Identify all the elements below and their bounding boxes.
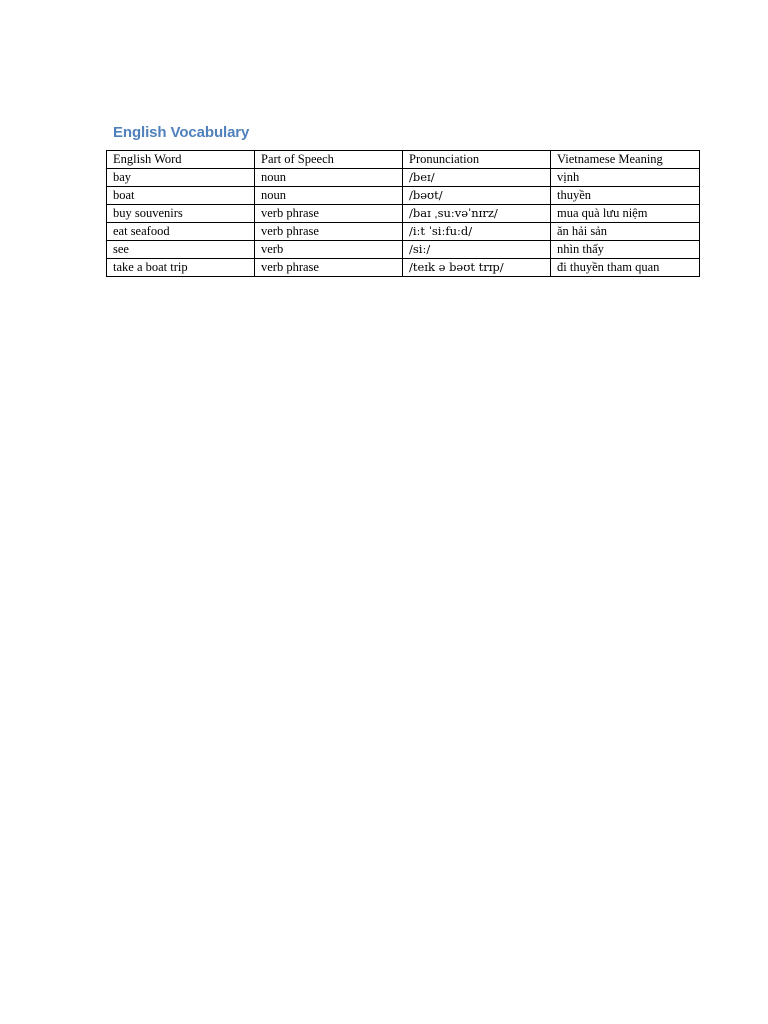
header-english-word: English Word: [107, 151, 255, 169]
cell-vietnamese-meaning: đi thuyền tham quan: [551, 259, 700, 277]
cell-english-word: bay: [107, 169, 255, 187]
cell-pronunciation: /siː/: [403, 241, 551, 259]
document-heading: English Vocabulary: [113, 124, 250, 141]
table-row: [107, 241, 700, 259]
table-row: [107, 169, 700, 187]
cell-english-word: buy souvenirs: [107, 205, 255, 223]
cell-pronunciation: /iːt ˈsiːfuːd/: [403, 223, 551, 241]
cell-pronunciation: /beɪ/: [403, 169, 551, 187]
header-vietnamese-meaning: Vietnamese Meaning: [551, 151, 700, 169]
cell-vietnamese-meaning: ăn hải sản: [551, 223, 700, 241]
table-row: [107, 187, 700, 205]
cell-vietnamese-meaning: nhìn thấy: [551, 241, 700, 259]
table-row: [107, 205, 700, 223]
cell-part-of-speech: noun: [255, 169, 403, 187]
cell-part-of-speech: noun: [255, 187, 403, 205]
cell-part-of-speech: verb phrase: [255, 259, 403, 277]
header-part-of-speech: Part of Speech: [255, 151, 403, 169]
cell-english-word: eat seafood: [107, 223, 255, 241]
cell-pronunciation: /teɪk ə bəʊt trɪp/: [403, 259, 551, 277]
cell-part-of-speech: verb: [255, 241, 403, 259]
cell-english-word: boat: [107, 187, 255, 205]
vocabulary-table: [106, 150, 700, 277]
table-header-row: [107, 151, 700, 169]
cell-part-of-speech: verb phrase: [255, 205, 403, 223]
cell-english-word: see: [107, 241, 255, 259]
cell-pronunciation: /bəʊt/: [403, 187, 551, 205]
header-pronunciation: Pronunciation: [403, 151, 551, 169]
table-row: [107, 259, 700, 277]
cell-vietnamese-meaning: thuyền: [551, 187, 700, 205]
cell-part-of-speech: verb phrase: [255, 223, 403, 241]
cell-pronunciation: /baɪ ˌsuːvəˈnɪrz/: [403, 205, 551, 223]
cell-vietnamese-meaning: vịnh: [551, 169, 700, 187]
table-row: [107, 223, 700, 241]
cell-vietnamese-meaning: mua quà lưu niệm: [551, 205, 700, 223]
cell-english-word: take a boat trip: [107, 259, 255, 277]
